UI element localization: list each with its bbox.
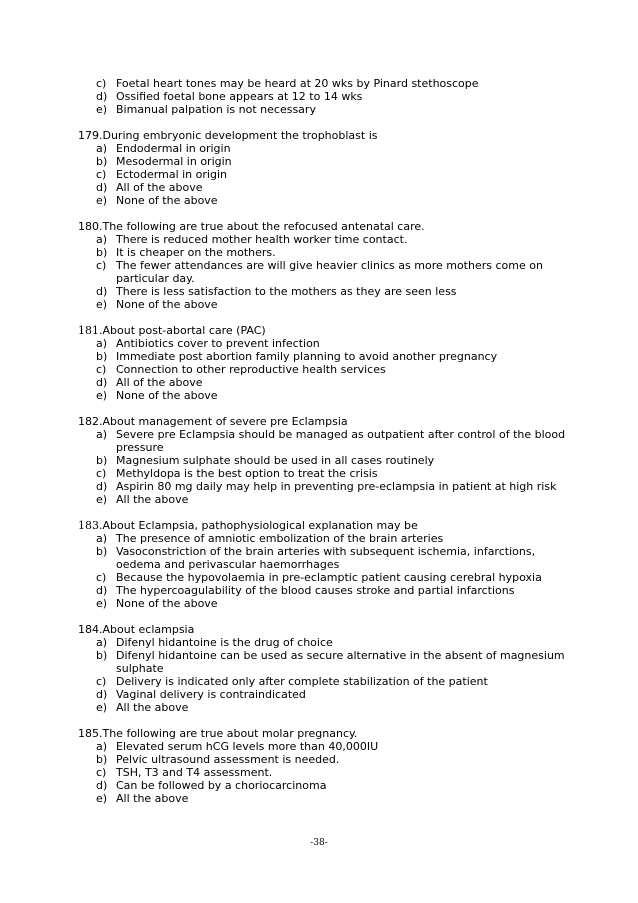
option-letter: c) <box>96 675 107 688</box>
option-item <box>78 753 578 766</box>
question-block <box>78 324 578 402</box>
option-letter: c) <box>96 571 107 584</box>
option-letter: e) <box>96 194 108 207</box>
spacer <box>78 311 578 324</box>
option-item <box>78 363 578 376</box>
option-letter: c) <box>96 77 107 90</box>
option-text: Elevated serum hCG levels more than 40,000IU <box>116 740 379 753</box>
question-text: 180.The following are true about the refocused antenatal care. <box>78 220 425 233</box>
option-letter-cell <box>78 350 116 363</box>
question-text: About Eclampsia, pathophysiological explanation may be <box>102 519 418 532</box>
option-text: None of the above <box>116 389 218 402</box>
option-item <box>78 337 578 350</box>
option-text: The fewer attendances are will give heavier clinics as more mothers come on particular day. <box>116 259 543 285</box>
option-text: Ossified foetal bone appears at 12 to 14 wks <box>116 90 363 103</box>
question-stem <box>78 623 578 636</box>
option-letter-cell <box>78 766 116 779</box>
option-letter: e) <box>96 493 108 506</box>
option-text: Bimanual palpation is not necessary <box>116 103 316 116</box>
option-letter: c) <box>96 467 107 480</box>
option-letter: a) <box>96 142 108 155</box>
question-stem <box>78 220 578 233</box>
question-block <box>78 727 578 805</box>
option-letter-cell <box>78 155 116 168</box>
option-letter-cell <box>78 649 116 675</box>
spacer <box>78 506 578 519</box>
option-item <box>78 77 578 90</box>
option-item <box>78 636 578 649</box>
question-block <box>78 623 578 714</box>
option-letter: e) <box>96 389 108 402</box>
option-item <box>78 376 578 389</box>
option-letter: d) <box>96 181 108 194</box>
option-item <box>78 233 578 246</box>
option-letter: d) <box>96 90 108 103</box>
option-item <box>78 350 578 363</box>
option-letter-cell <box>78 545 116 571</box>
option-letter-cell <box>78 675 116 688</box>
option-letter: b) <box>96 155 108 168</box>
option-item <box>78 571 578 584</box>
option-letter-cell <box>78 740 116 753</box>
option-letter-cell <box>78 493 116 506</box>
question-number: 183. <box>78 519 103 532</box>
option-text: All the above <box>116 792 189 805</box>
question-text: 184.About eclampsia <box>78 623 195 636</box>
option-list <box>78 233 578 311</box>
option-text: All of the above <box>116 181 203 194</box>
option-letter-cell <box>78 532 116 545</box>
option-letter-cell <box>78 259 116 285</box>
option-text: TSH, T3 and T4 assessment. <box>116 766 273 779</box>
option-letter-cell <box>78 571 116 584</box>
question-block <box>78 519 578 610</box>
option-letter-cell <box>78 467 116 480</box>
option-letter-cell <box>78 389 116 402</box>
option-letter: a) <box>96 233 108 246</box>
option-letter-cell <box>78 454 116 467</box>
option-letter-cell <box>78 363 116 376</box>
option-letter-cell <box>78 90 116 103</box>
option-letter-cell <box>78 142 116 155</box>
option-item <box>78 480 578 493</box>
option-item <box>78 168 578 181</box>
option-text: None of the above <box>116 194 218 207</box>
question-stem <box>78 129 578 142</box>
option-letter: e) <box>96 298 108 311</box>
option-letter: b) <box>96 454 108 467</box>
option-list <box>78 740 578 805</box>
option-item <box>78 688 578 701</box>
option-letter-cell <box>78 688 116 701</box>
option-letter-cell <box>78 428 116 454</box>
option-letter-cell <box>78 597 116 610</box>
option-item <box>78 766 578 779</box>
option-item <box>78 740 578 753</box>
option-text: There is reduced mother health worker time contact. <box>116 233 408 246</box>
spacer <box>78 402 578 415</box>
option-text: Immediate post abortion family planning to avoid another pregnancy <box>116 350 498 363</box>
option-letter-cell <box>78 77 116 90</box>
option-item <box>78 532 578 545</box>
question-stem <box>78 415 578 428</box>
option-letter: c) <box>96 168 107 181</box>
option-letter: b) <box>96 753 108 766</box>
option-item <box>78 103 578 116</box>
option-item <box>78 389 578 402</box>
option-text: Mesodermal in origin <box>116 155 232 168</box>
option-letter-cell <box>78 376 116 389</box>
question-number: 181. <box>78 324 103 337</box>
option-letter: d) <box>96 584 108 597</box>
option-item <box>78 675 578 688</box>
option-letter: e) <box>96 792 108 805</box>
option-letter: c) <box>96 363 107 376</box>
question-list <box>78 77 578 805</box>
option-text: Vasoconstriction of the brain arteries with subsequent ischemia, infarctions, oedema and perivascular haemorrhages <box>116 545 536 571</box>
question-block <box>78 77 578 116</box>
option-letter: d) <box>96 285 108 298</box>
option-list <box>78 142 578 207</box>
option-letter: b) <box>96 350 108 363</box>
option-text: Delivery is indicated only after complete stabilization of the patient <box>116 675 488 688</box>
option-letter: d) <box>96 779 108 792</box>
option-letter-cell <box>78 337 116 350</box>
option-text: Severe pre Eclampsia should be managed as outpatient after control of the blood pressure <box>116 428 566 454</box>
option-letter: b) <box>96 246 108 259</box>
option-item <box>78 493 578 506</box>
option-text: Ectodermal in origin <box>116 168 227 181</box>
option-text: Can be followed by a choriocarcinoma <box>116 779 327 792</box>
option-text: The presence of amniotic embolization of the brain arteries <box>116 532 444 545</box>
option-letter: a) <box>96 532 108 545</box>
option-item <box>78 298 578 311</box>
option-letter-cell <box>78 636 116 649</box>
option-text: Because the hypovolaemia in pre-eclamptic patient causing cerebral hypoxia <box>116 571 542 584</box>
option-letter-cell <box>78 298 116 311</box>
option-text: Foetal heart tones may be heard at 20 wks by Pinard stethoscope <box>116 77 479 90</box>
option-item <box>78 649 578 675</box>
option-letter: d) <box>96 376 108 389</box>
option-text: None of the above <box>116 597 218 610</box>
option-letter-cell <box>78 103 116 116</box>
option-text: All the above <box>116 701 189 714</box>
option-text: All of the above <box>116 376 203 389</box>
option-letter: c) <box>96 766 107 779</box>
option-item <box>78 779 578 792</box>
option-letter-cell <box>78 194 116 207</box>
question-stem <box>78 324 578 337</box>
option-item <box>78 285 578 298</box>
option-text: There is less satisfaction to the mothers as they are seen less <box>116 285 457 298</box>
question-text: About post-abortal care (PAC) <box>102 324 266 337</box>
option-text: Antibiotics cover to prevent infection <box>116 337 320 350</box>
option-text: Magnesium sulphate should be used in all cases routinely <box>116 454 435 467</box>
option-letter-cell <box>78 480 116 493</box>
question-block <box>78 220 578 311</box>
option-item <box>78 454 578 467</box>
option-item <box>78 701 578 714</box>
option-letter-cell <box>78 168 116 181</box>
option-letter: a) <box>96 337 108 350</box>
option-letter: e) <box>96 597 108 610</box>
option-item <box>78 545 578 571</box>
option-item <box>78 194 578 207</box>
spacer <box>78 610 578 623</box>
option-letter-cell <box>78 701 116 714</box>
option-letter-cell <box>78 285 116 298</box>
option-text: None of the above <box>116 298 218 311</box>
option-letter: a) <box>96 740 108 753</box>
option-text: Aspirin 80 mg daily may help in preventing pre-eclampsia in patient at high risk <box>116 480 557 493</box>
option-letter-cell <box>78 246 116 259</box>
option-text: Connection to other reproductive health services <box>116 363 386 376</box>
option-item <box>78 90 578 103</box>
option-list <box>78 77 578 116</box>
option-letter-cell <box>78 584 116 597</box>
option-letter: a) <box>96 636 108 649</box>
option-item <box>78 246 578 259</box>
option-list <box>78 337 578 402</box>
option-letter: c) <box>96 259 107 272</box>
question-text: 179.During embryonic development the trophoblast is <box>78 129 378 142</box>
option-text: All the above <box>116 493 189 506</box>
option-text: The hypercoagulability of the blood causes stroke and partial infarctions <box>116 584 515 597</box>
spacer <box>78 116 578 129</box>
question-block <box>78 129 578 207</box>
option-text: Endodermal in origin <box>116 142 231 155</box>
question-block <box>78 415 578 506</box>
option-letter: e) <box>96 701 108 714</box>
option-letter: b) <box>96 545 108 558</box>
option-letter: d) <box>96 688 108 701</box>
option-item <box>78 259 578 285</box>
option-text: Vaginal delivery is contraindicated <box>116 688 306 701</box>
option-letter: b) <box>96 649 108 662</box>
option-letter: d) <box>96 480 108 493</box>
option-letter-cell <box>78 779 116 792</box>
option-text: Pelvic ultrasound assessment is needed. <box>116 753 340 766</box>
option-item <box>78 792 578 805</box>
question-stem <box>78 519 578 532</box>
option-letter: a) <box>96 428 108 441</box>
option-letter-cell <box>78 181 116 194</box>
option-item <box>78 597 578 610</box>
question-text: 182.About management of severe pre Eclampsia <box>78 415 348 428</box>
option-item <box>78 142 578 155</box>
option-letter: e) <box>96 103 108 116</box>
option-list <box>78 428 578 506</box>
option-item <box>78 181 578 194</box>
option-text: Difenyl hidantoine can be used as secure alternative in the absent of magnesium sulphate <box>116 649 565 675</box>
page-number: -38- <box>310 838 328 848</box>
option-letter-cell <box>78 753 116 766</box>
question-text: 185.The following are true about molar pregnancy. <box>78 727 358 740</box>
spacer <box>78 714 578 727</box>
spacer <box>78 207 578 220</box>
option-text: It is cheaper on the mothers. <box>116 246 276 259</box>
option-text: Difenyl hidantoine is the drug of choice <box>116 636 333 649</box>
option-list <box>78 636 578 714</box>
option-item <box>78 428 578 454</box>
option-text: Methyldopa is the best option to treat the crisis <box>116 467 378 480</box>
option-list <box>78 532 578 610</box>
option-letter-cell <box>78 792 116 805</box>
option-item <box>78 467 578 480</box>
option-item <box>78 155 578 168</box>
option-letter-cell <box>78 233 116 246</box>
option-item <box>78 584 578 597</box>
question-stem <box>78 727 578 740</box>
